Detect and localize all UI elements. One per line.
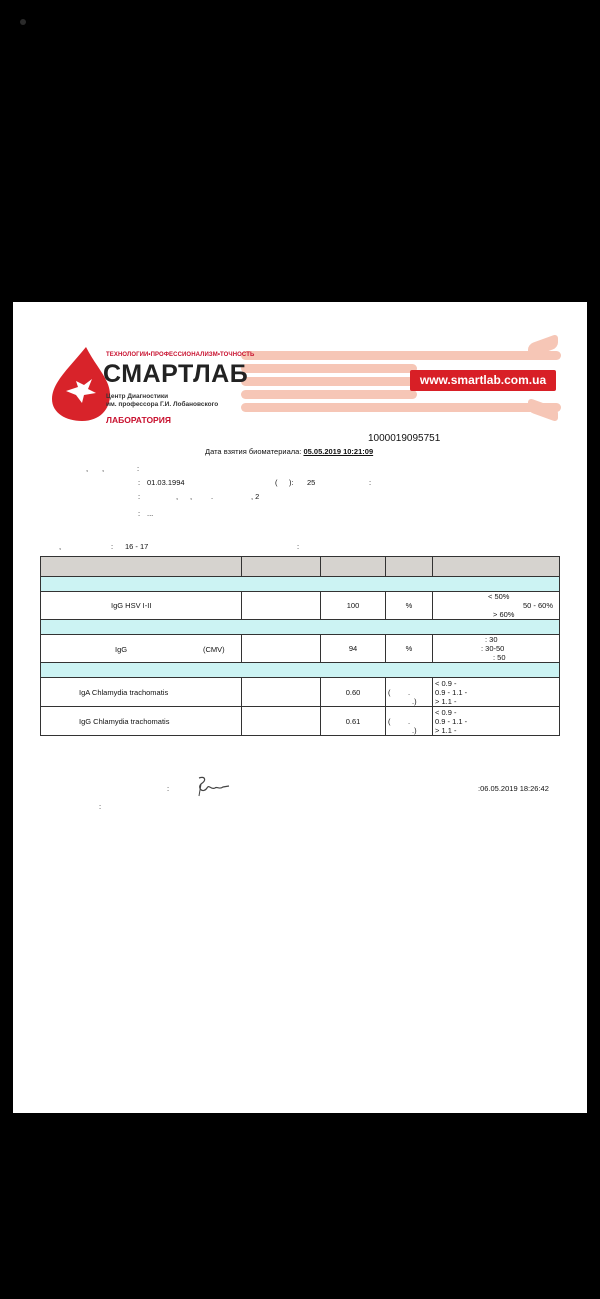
table-header-row — [41, 557, 560, 577]
table-row — [41, 707, 560, 736]
group-row — [41, 663, 560, 678]
logo-brand-name: СМАРТЛАБ — [103, 360, 249, 388]
blood-drop-logo-icon — [48, 345, 110, 421]
test-unit: % — [386, 635, 433, 663]
test-name: IgG HSV I-II — [41, 592, 242, 620]
test-name: IgA Chlamydia trachomatis — [41, 678, 242, 707]
order-range: 16 - 17 — [125, 542, 149, 551]
lab-header — [48, 335, 558, 427]
address-sep: . — [211, 492, 214, 501]
address-house: , 2 — [251, 492, 260, 501]
header-stripe — [528, 398, 558, 423]
age-value: 25 — [307, 478, 316, 487]
reference-range: : 30 : 30-50 : 50 — [433, 635, 560, 663]
sample-date: Дата взятия биоматериала: 05.05.2019 10:21:09 — [205, 447, 374, 456]
table-row — [41, 678, 560, 707]
test-unit: ( . .) — [386, 707, 433, 736]
test-value: 94 — [321, 635, 386, 663]
birth-date-colon: : — [138, 478, 141, 487]
patient-name-comma: , — [86, 464, 89, 473]
test-name: IgG (CMV) — [41, 635, 242, 663]
age-paren: ( — [275, 478, 278, 487]
test-value: 0.60 — [321, 678, 386, 707]
order-colon: : — [297, 542, 300, 551]
group-row — [41, 620, 560, 635]
header-stripe — [241, 351, 561, 360]
header-stripe — [241, 390, 417, 399]
lab-report-page — [13, 302, 587, 1113]
birth-date: 01.03.1994 — [147, 478, 185, 487]
camera-dot — [20, 19, 26, 25]
extra-colon: : — [138, 509, 141, 518]
header-stripe — [241, 403, 561, 412]
logo-lab-label: ЛАБОРАТОРИЯ — [106, 415, 171, 425]
document-number: 1000019095751 — [368, 433, 441, 444]
sample-date-value: 05.05.2019 10:21:09 — [303, 447, 374, 456]
website-link[interactable]: www.smartlab.com.ua — [410, 370, 556, 391]
signature-colon: : — [167, 784, 170, 793]
logo-subtitle: Центр Диагностики им. профессора Г.И. Лобановского — [106, 393, 219, 408]
table-row — [41, 592, 560, 620]
patient-name-colon: : — [137, 464, 140, 473]
order-colon: : — [111, 542, 114, 551]
header-stripe — [241, 377, 417, 386]
reference-range: < 0.9 - 0.9 - 1.1 - > 1.1 - — [433, 707, 560, 736]
order-comma: , — [59, 542, 62, 551]
extra-value: ... — [147, 509, 154, 518]
age-paren-close: ): — [289, 478, 294, 487]
print-timestamp: :06.05.2019 18:26:42 — [478, 784, 549, 793]
reference-range: < 0.9 - 0.9 - 1.1 - > 1.1 - — [433, 678, 560, 707]
address-sep: , — [190, 492, 193, 501]
test-value: 100 — [321, 592, 386, 620]
age-colon: : — [369, 478, 372, 487]
test-name: IgG Chlamydia trachomatis — [41, 707, 242, 736]
group-row — [41, 577, 560, 592]
patient-name-comma: , — [102, 464, 105, 473]
address-colon: : — [138, 492, 141, 501]
test-value: 0.61 — [321, 707, 386, 736]
reference-range: < 50% 50 - 60% > 60% — [433, 592, 560, 620]
test-unit: % — [386, 592, 433, 620]
signature-icon — [193, 774, 233, 798]
note-colon: : — [99, 802, 102, 811]
logo-tagline: ТЕХНОЛОГИИ•ПРОФЕССИОНАЛИЗМ•ТОЧНОСТЬ — [106, 352, 255, 358]
header-stripe — [241, 364, 417, 373]
test-unit: ( . .) — [386, 678, 433, 707]
address-sep: , — [176, 492, 179, 501]
table-row — [41, 635, 560, 663]
results-table — [40, 556, 560, 736]
